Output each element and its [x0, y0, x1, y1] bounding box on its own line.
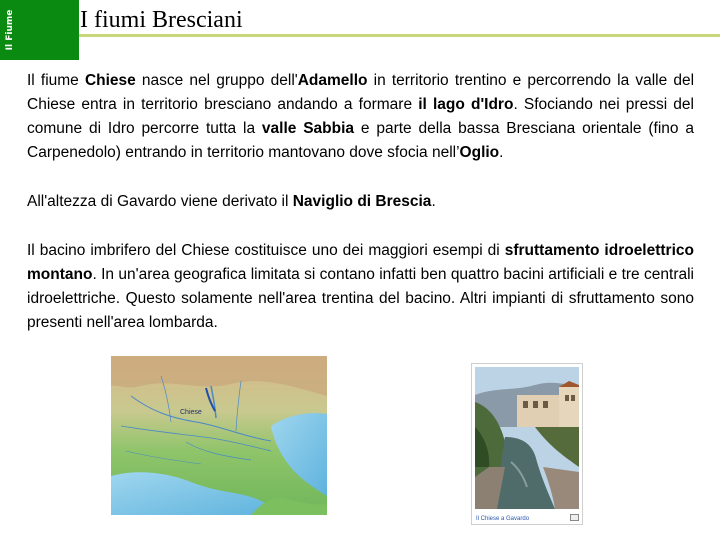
enlarge-icon[interactable]	[570, 514, 579, 521]
bold-term: Naviglio di Brescia	[292, 193, 432, 210]
title-underline	[79, 34, 720, 37]
river-photo	[475, 367, 579, 509]
bold-term: valle Sabbia	[261, 120, 355, 137]
section-tab-label: Il Fiume	[4, 9, 15, 51]
body-text	[27, 69, 694, 360]
river-photo-drawing	[475, 367, 579, 509]
river-map-image	[111, 356, 327, 515]
bold-term: il lago d'Idro	[418, 96, 514, 113]
slide-title: I fiumi Bresciani	[80, 7, 243, 33]
bold-term: Oglio	[459, 144, 500, 161]
header-accent-block	[19, 0, 79, 60]
bold-term: sfruttamento idroelettrico montano	[27, 242, 694, 283]
photo-caption[interactable]: Il Chiese a Gavardo	[476, 516, 530, 522]
river-photo-thumbnail[interactable]	[471, 363, 583, 525]
section-tab[interactable]	[0, 0, 19, 60]
paragraph-1: Il fiume Chiese nasce nel gruppo dell'Adamello in territorio trentino e percorrendo la valle del Chiese entra in territorio bresciano andando a formare il lago d'Idro. Sfociando nei pressi del comune di Idro percorre tutta la valle Sabbia e parte della bassa Bresciana orientale (fino a Carpenedolo) entrando in territorio mantovano dove sfocia nell’Oglio.	[27, 72, 695, 161]
bold-term: Adamello	[297, 72, 368, 89]
relief-map	[111, 356, 327, 515]
paragraph-3: Il bacino imbrifero del Chiese costituisce uno dei maggiori esempi di sfruttamento idroelettrico montano. In un'area geografica limitata si contano infatti ben quattro bacini artificiali e tre centrali idroelettriche. Questo solamente nell'area trentina del bacino. Altri impianti di sfruttamento sono presenti nell'area lombarda.	[27, 242, 694, 331]
map-label-chiese: Chiese	[180, 409, 202, 416]
bold-term: Chiese	[84, 72, 136, 89]
paragraph-2: All'altezza di Gavardo viene derivato il Naviglio di Brescia.	[27, 193, 436, 210]
